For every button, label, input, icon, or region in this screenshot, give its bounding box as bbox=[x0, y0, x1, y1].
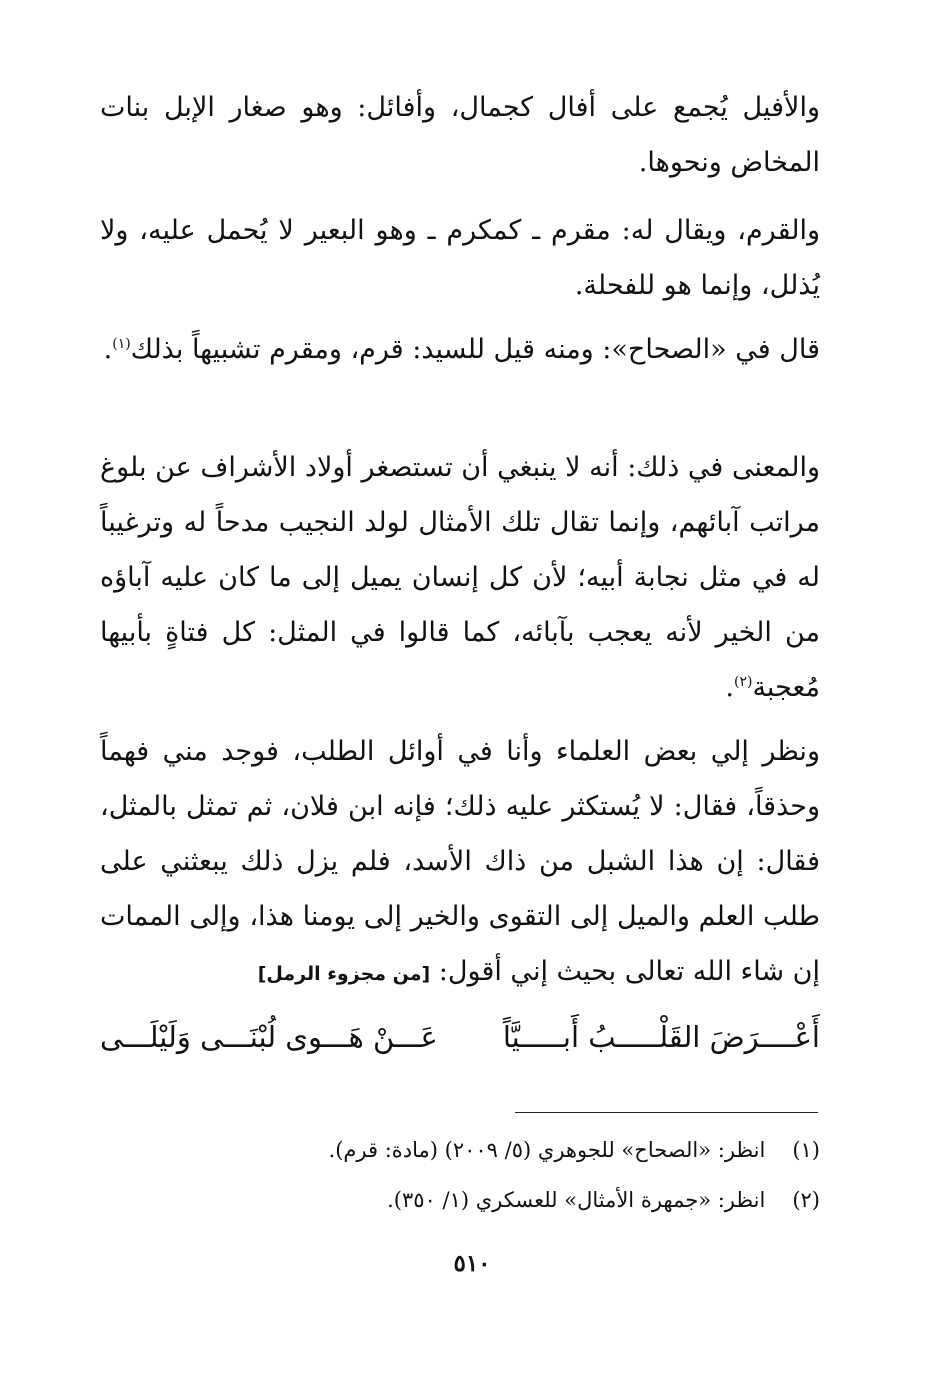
footnote-1-number: (١) bbox=[792, 1138, 820, 1162]
page-number: ٥١٠ bbox=[453, 1250, 491, 1277]
footnote-1-text: انظر: «الصحاح» للجوهري (٥/ ٢٠٠٩) (مادة: قرم). bbox=[328, 1138, 766, 1162]
paragraph-3-text: قال في «الصحاح»: ومنه قيل للسيد: قرم، ومقرم تشبيهاً بذلك bbox=[130, 334, 820, 365]
paragraph-1-text: والأفيل يُجمع على أفال كجمال، وأفائل: وهو صغار الإبل بنات المخاض ونحوها. bbox=[100, 92, 820, 178]
paragraph-4-text: والمعنى في ذلك: أنه لا ينبغي أن تستصغر أولاد الأشراف عن بلوغ مراتب آبائهم، وإنما تقال تلك الأمثال لولد النجيب مدحاً له وترغيباً له في مثل نجابة أبيه؛ لأن كل إنسان يميل إلى ما كان عليه آباؤه من الخير لأنه يعجب بآبائه، كما قالوا في المثل: كل فتاةٍ بأبيها مُعجبة bbox=[100, 452, 820, 703]
paragraph-5 bbox=[100, 724, 820, 1002]
footnote-2 bbox=[100, 1180, 820, 1220]
paragraph-1 bbox=[100, 80, 820, 190]
verse-hemistich-2: عَـــنْ هَـــوى لُبْنَـــى وَلَيْلَـــى bbox=[100, 1020, 438, 1054]
paragraph-5-text: ونظر إلي بعض العلماء وأنا في أوائل الطلب، فوجد مني فهماً وحذقاً، فقال: لا يُستكثر عليه ذلك؛ فإنه ابن فلان، ثم تمثل بالمثل، فقال: إن هذا الشبل من ذاك الأسد، فلم يزل ذلك يبعثني على طلب العلم والميل إلى التقوى والخير إلى يومنا هذا، وإلى الممات إن شاء الله تعالى بحيث إني أقول: bbox=[100, 736, 820, 987]
verse-hemistich-1: أَعْــــرَضَ القَلْـــــبُ أَبـــــيَّاً bbox=[502, 1020, 820, 1054]
footnote-2-text: انظر: «جمهرة الأمثال» للعسكري (١/ ٣٥٠). bbox=[387, 1188, 766, 1212]
footnote-1 bbox=[100, 1130, 820, 1170]
footnote-separator bbox=[515, 1112, 818, 1113]
footnote-2-number: (٢) bbox=[792, 1188, 820, 1212]
verse-line bbox=[100, 1020, 820, 1080]
footnote-ref-1: (١) bbox=[112, 336, 131, 352]
paragraph-2-text: والقرم، ويقال له: مقرم ـ كمكرم ـ وهو البعير لا يُحمل عليه، ولا يُذلل، وإنما هو للفحلة. bbox=[100, 215, 820, 301]
footnote-ref-2: (٢) bbox=[733, 674, 753, 690]
paragraph-3-end: . bbox=[103, 334, 113, 365]
paragraph-2 bbox=[100, 203, 820, 313]
paragraph-3 bbox=[100, 322, 820, 377]
paragraph-4-end: . bbox=[725, 672, 734, 703]
poetic-meter-label: [من مجزوء الرمل] bbox=[257, 963, 431, 985]
paragraph-4 bbox=[100, 440, 820, 715]
